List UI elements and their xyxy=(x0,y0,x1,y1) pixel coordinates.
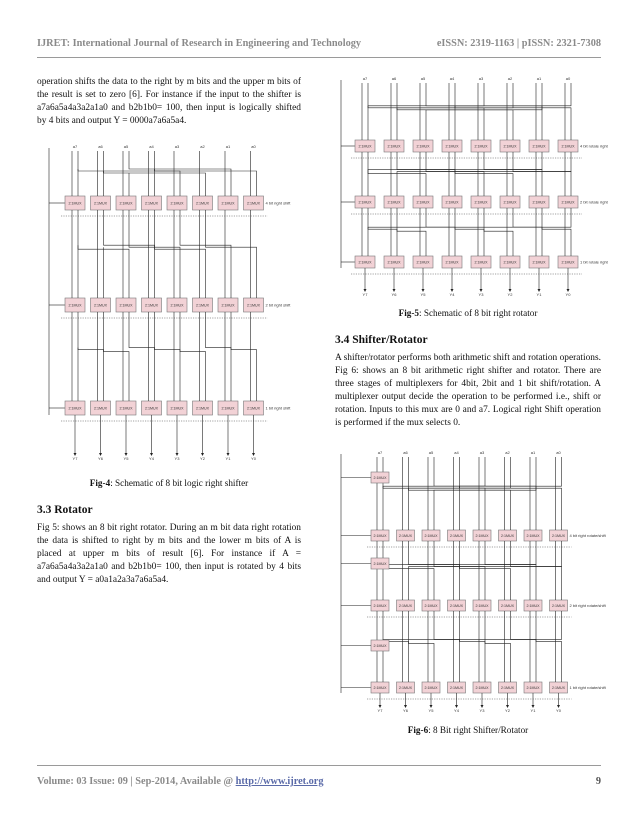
input-label-a5: a5 xyxy=(420,76,426,81)
mux-block xyxy=(422,600,440,611)
output-label-Y4: Y4 xyxy=(449,292,455,297)
mux-label: 2:1MUX xyxy=(445,260,459,265)
mux-block xyxy=(91,196,111,210)
mux-block xyxy=(422,530,440,541)
mux-block xyxy=(355,140,375,152)
mux-block xyxy=(529,256,549,268)
mux-block xyxy=(218,196,238,210)
wire-shift xyxy=(409,611,435,682)
mux-block xyxy=(499,682,517,693)
mux-block xyxy=(500,196,520,208)
output-label-Y5: Y5 xyxy=(428,708,434,713)
mux-label: 2:1MUX xyxy=(503,260,517,265)
input-label-a4: a4 xyxy=(149,144,154,149)
input-label-a0: a0 xyxy=(556,450,561,455)
fig4-caption-text: : Schematic of 8 bit logic right shifter xyxy=(110,478,249,488)
mux-block xyxy=(244,298,264,312)
fig4-caption xyxy=(37,478,301,488)
output-label-Y3: Y3 xyxy=(478,292,484,297)
mux-block xyxy=(448,682,466,693)
input-label-a4: a4 xyxy=(449,76,455,81)
mux-block xyxy=(116,401,136,415)
output-label-Y4: Y4 xyxy=(454,708,459,713)
mux-block xyxy=(193,298,213,312)
header-rule xyxy=(37,57,601,58)
wire-shift xyxy=(513,208,542,256)
mux-block xyxy=(397,530,415,541)
mux-block xyxy=(558,256,578,268)
mux-block xyxy=(448,600,466,611)
mux-label: 2:1MUX xyxy=(501,685,514,690)
mux-label: 2:1MUX xyxy=(94,201,107,206)
mux-label: 2:1MUX xyxy=(552,603,565,608)
output-label-Y0: Y0 xyxy=(565,292,571,297)
mux-block xyxy=(558,196,578,208)
mux-block xyxy=(524,600,542,611)
mux-block xyxy=(218,401,238,415)
mux-label: 2:1MUX xyxy=(358,144,372,149)
output-label-Y0: Y0 xyxy=(556,708,561,713)
mux-label: 2:1MUX xyxy=(170,406,184,411)
mux-block xyxy=(384,196,404,208)
mux-block xyxy=(355,256,375,268)
wire-shift xyxy=(180,312,206,401)
mux-label: 2:1MUX xyxy=(145,303,158,308)
input-label-a3: a3 xyxy=(478,76,484,81)
mux-block xyxy=(384,256,404,268)
mux-block xyxy=(550,682,568,693)
output-label-Y7: Y7 xyxy=(72,456,78,461)
stage-label: 2 bit rotate right xyxy=(580,199,608,205)
mux-block xyxy=(371,682,389,693)
left-paragraph-1: operation shifts the data to the right by m bits and the upper m bits of the result is set to zero [6]. For instance if the input to the shifter is a7a6a5a4a3a2a1a0 and b2b1b0= 100, then input is logically shifted by 4 bits and output Y = 0000a7a6a5a4. xyxy=(37,77,301,126)
mux-block xyxy=(65,401,85,415)
footer-url-link[interactable]: http://www.ijret.org xyxy=(235,776,324,787)
mux-block xyxy=(244,401,264,415)
mux-block xyxy=(442,196,462,208)
mux-label: 2:1MUX xyxy=(532,200,546,205)
mux-block xyxy=(413,256,433,268)
mux-label: 2:1MUX xyxy=(373,603,387,608)
mux-label: 2:1MUX xyxy=(474,260,488,265)
issn: eISSN: 2319-1163 | pISSN: 2321-7308 xyxy=(436,38,601,49)
mux-block xyxy=(550,530,568,541)
mux-label: 2:1MUX xyxy=(373,533,387,538)
mux-label: 2:1MUX xyxy=(475,533,489,538)
output-label-Y1: Y1 xyxy=(530,708,536,713)
wire-shift xyxy=(536,611,562,682)
input-label-a2: a2 xyxy=(505,450,510,455)
mux-label: 2:1MUX xyxy=(196,201,209,206)
wire-shift xyxy=(434,611,460,682)
mux-label: 2:1MUX xyxy=(416,260,430,265)
wire-rotate xyxy=(368,208,571,256)
mux-block xyxy=(473,600,491,611)
output-label-Y0: Y0 xyxy=(251,456,256,461)
mux-label: 2:1MUX xyxy=(145,201,158,206)
section-3-4-heading: 3.4 Shifter/Rotator xyxy=(335,334,428,346)
input-label-a0: a0 xyxy=(565,76,571,81)
mux-label: 2:1MUX xyxy=(247,406,260,411)
mux-label: 2:1MUX xyxy=(450,603,463,608)
output-label-Y3: Y3 xyxy=(174,456,180,461)
mux-block xyxy=(116,196,136,210)
stage-label: 4 bit rotate right xyxy=(580,143,608,149)
mux-block xyxy=(471,140,491,152)
mux-label: 2:1MUX xyxy=(424,685,438,690)
mux-block xyxy=(500,140,520,152)
fig5-schematic xyxy=(335,74,608,300)
mux-label: 2:1MUX xyxy=(552,533,565,538)
wire-shift xyxy=(460,611,486,682)
mux-block xyxy=(471,196,491,208)
mux-label: 2:1MUX xyxy=(221,406,235,411)
mux-label: 2:1MUX xyxy=(221,303,235,308)
mux-label: 2:1MUX xyxy=(247,201,260,206)
input-label-a1: a1 xyxy=(225,144,231,149)
wire-shift xyxy=(78,312,104,401)
output-label-Y5: Y5 xyxy=(420,292,426,297)
mux-block xyxy=(65,298,85,312)
mux-block xyxy=(91,401,111,415)
fig5-caption xyxy=(335,308,601,318)
wire-shift xyxy=(542,208,571,256)
mux-block xyxy=(384,140,404,152)
mux-block xyxy=(218,298,238,312)
wire-shift xyxy=(129,312,155,401)
mux-label: 2:1MUX xyxy=(424,603,438,608)
mux-block xyxy=(142,298,162,312)
wire-shift xyxy=(231,312,257,401)
mux-block xyxy=(422,682,440,693)
mux-block xyxy=(550,600,568,611)
page-footer xyxy=(37,776,601,787)
input-label-a6: a6 xyxy=(403,450,408,455)
mux-label: 2:1MUX xyxy=(399,603,412,608)
mux-label: 2:1MUX xyxy=(247,303,260,308)
mux-block xyxy=(500,256,520,268)
mux-label: 2:1MUX xyxy=(399,533,412,538)
mux-block xyxy=(524,530,542,541)
stage-label: 1 bit right rotate/shift xyxy=(569,684,606,690)
mux-label: 2:1MUX xyxy=(399,685,412,690)
mux-label: 2:1MUX xyxy=(501,603,514,608)
mux-block xyxy=(413,140,433,152)
mux-block xyxy=(529,140,549,152)
right-paragraph-3: A shifter/rotator performs both arithmetic shift and rotation operations. Fig 6: shows an 8 bit arithmetic right shifter and rotator. There are three stages of multiplexers for 4bit, 2bit and 1 bit shift/rotation. A multiplexer output decide the operation to be performed i.e., shift or rotation. Inputs to this mux are 0 and a7. Logical right Shift operation is performed if the mux selects 0. xyxy=(335,353,601,428)
section-3-3-heading: 3.3 Rotator xyxy=(37,504,93,516)
figure-6 xyxy=(335,446,606,716)
mux-label: 2:1MUX xyxy=(424,533,438,538)
journal-title: IJRET: International Journal of Research in Engineering and Technology xyxy=(37,38,362,49)
mux-label: 2:1MUX xyxy=(445,200,459,205)
input-label-a6: a6 xyxy=(98,144,103,149)
mux-label: 2:1MUX xyxy=(526,533,540,538)
mux-label: 2:1MUX xyxy=(387,200,401,205)
figure-4 xyxy=(37,138,301,464)
input-label-a7: a7 xyxy=(72,144,78,149)
fig4-caption-label: Fig-4 xyxy=(89,478,111,488)
mux-block xyxy=(355,196,375,208)
mux-label: 2:1MUX xyxy=(474,200,488,205)
wire-shift xyxy=(484,208,513,256)
output-label-Y2: Y2 xyxy=(505,708,510,713)
fig5-caption-text: : Schematic of 8 bit right rotator xyxy=(419,308,538,318)
output-label-Y7: Y7 xyxy=(377,708,383,713)
mux-block xyxy=(116,298,136,312)
mux-label: 2:1MUX xyxy=(170,303,184,308)
wire-rotate xyxy=(383,611,562,682)
mux-block xyxy=(167,298,187,312)
mux-label: 2:1MUX xyxy=(503,200,517,205)
mux-block xyxy=(413,196,433,208)
input-label-a3: a3 xyxy=(479,450,485,455)
mux-label: 2:1MUX xyxy=(94,303,107,308)
input-label-a1: a1 xyxy=(536,76,542,81)
output-label-Y6: Y6 xyxy=(391,292,397,297)
mux-label: 2:1MUX xyxy=(387,144,401,149)
input-label-a6: a6 xyxy=(391,76,397,81)
mux-block xyxy=(558,140,578,152)
fig6-caption xyxy=(335,725,601,735)
footer-rule xyxy=(37,765,601,766)
output-label-Y6: Y6 xyxy=(403,708,408,713)
wire-shift xyxy=(511,611,537,682)
output-label-Y3: Y3 xyxy=(479,708,485,713)
wire-shift xyxy=(426,208,455,256)
mux-label: 2:1MUX xyxy=(68,303,82,308)
fig6-caption-label: Fig-6 xyxy=(407,725,429,735)
mux-label: 2:1MUX xyxy=(119,406,133,411)
mux-block xyxy=(473,682,491,693)
mux-label: 2:1MUX xyxy=(450,533,463,538)
mux-label: 2:1MUX xyxy=(475,603,489,608)
mux-label: 2:1MUX xyxy=(68,201,82,206)
fig6-caption-text: : 8 Bit right Shifter/Rotator xyxy=(428,725,529,735)
output-label-Y4: Y4 xyxy=(149,456,154,461)
mux-label: 2:1MUX xyxy=(119,303,133,308)
wire-shift xyxy=(485,611,511,682)
output-label-Y2: Y2 xyxy=(200,456,205,461)
fig6-schematic xyxy=(335,446,606,716)
wire-shift xyxy=(455,208,484,256)
figure-5 xyxy=(335,74,608,300)
mux-label: 2:1MUX xyxy=(445,144,459,149)
mux-label: 2:1MUX xyxy=(94,406,107,411)
mux-label: 2:1MUX xyxy=(221,201,235,206)
stage-label: 1 bit right shift xyxy=(265,405,291,411)
mux-block xyxy=(371,530,389,541)
mux-block xyxy=(529,196,549,208)
mux-label: 2:1MUX xyxy=(474,144,488,149)
input-label-a7: a7 xyxy=(377,450,383,455)
stage-label: 4 bit right shift xyxy=(265,200,291,206)
mux-block xyxy=(244,196,264,210)
output-label-Y2: Y2 xyxy=(507,292,513,297)
mux-label: 2:1MUX xyxy=(196,303,209,308)
mux-block xyxy=(442,256,462,268)
mux-label: 2:1MUX xyxy=(358,260,372,265)
input-label-a4: a4 xyxy=(454,450,459,455)
mux-label: 2:1MUX xyxy=(450,685,463,690)
input-label-a2: a2 xyxy=(507,76,513,81)
mux-label: 2:1MUX xyxy=(373,685,387,690)
mux-label: 2:1MUX xyxy=(170,201,184,206)
extra-mux-block xyxy=(371,640,389,651)
mux-block xyxy=(397,682,415,693)
input-label-a0: a0 xyxy=(251,144,256,149)
mux-label: 2:1MUX xyxy=(561,200,575,205)
extra-mux-label: 2:1MUX xyxy=(373,475,387,480)
fig4-schematic xyxy=(37,138,301,464)
wire-shift xyxy=(368,208,397,256)
extra-mux-label: 2:1MUX xyxy=(373,561,387,566)
input-label-a5: a5 xyxy=(428,450,434,455)
mux-block xyxy=(471,256,491,268)
mux-block xyxy=(167,401,187,415)
wire-shift xyxy=(397,208,426,256)
mux-block xyxy=(499,600,517,611)
mux-label: 2:1MUX xyxy=(358,200,372,205)
stage-label: 1 bit rotate right xyxy=(580,259,608,265)
mux-label: 2:1MUX xyxy=(145,406,158,411)
mux-block xyxy=(524,682,542,693)
mux-block xyxy=(167,196,187,210)
left-paragraph-2: Fig 5: shows an 8 bit right rotator. During an m bit data right rotation the data is shifted to right by m bits and the lower m bits of A is placed at upper m bits of result [6]. For instance if A = a7a6a5a4a3a2a1a0 and b2b1b0= 100, then input is rotated by 4 bits and output Y = a0a1a2a3a7a6a5a4. xyxy=(37,523,301,585)
mux-block xyxy=(193,401,213,415)
extra-mux-block xyxy=(371,558,389,569)
stage-label: 2 bit right rotate/shift xyxy=(569,602,606,608)
mux-label: 2:1MUX xyxy=(503,144,517,149)
mux-block xyxy=(193,196,213,210)
mux-label: 2:1MUX xyxy=(561,260,575,265)
mux-label: 2:1MUX xyxy=(475,685,489,690)
input-label-a2: a2 xyxy=(200,144,205,149)
mux-block xyxy=(448,530,466,541)
mux-block xyxy=(371,600,389,611)
page-number: 9 xyxy=(595,776,601,787)
output-label-Y1: Y1 xyxy=(536,292,542,297)
fig5-caption-label: Fig-5 xyxy=(398,308,420,318)
output-label-Y1: Y1 xyxy=(225,456,231,461)
mux-block xyxy=(91,298,111,312)
output-label-Y6: Y6 xyxy=(98,456,103,461)
input-label-a7: a7 xyxy=(362,76,368,81)
mux-label: 2:1MUX xyxy=(387,260,401,265)
mux-block xyxy=(499,530,517,541)
output-label-Y7: Y7 xyxy=(362,292,368,297)
wire-shift xyxy=(104,312,130,401)
mux-label: 2:1MUX xyxy=(526,685,540,690)
mux-block xyxy=(142,401,162,415)
mux-label: 2:1MUX xyxy=(416,200,430,205)
mux-label: 2:1MUX xyxy=(196,406,209,411)
mux-label: 2:1MUX xyxy=(501,533,514,538)
mux-label: 2:1MUX xyxy=(552,685,565,690)
mux-label: 2:1MUX xyxy=(532,260,546,265)
mux-label: 2:1MUX xyxy=(416,144,430,149)
input-label-a5: a5 xyxy=(123,144,129,149)
mux-block xyxy=(65,196,85,210)
stage-label: 2 bit right shift xyxy=(265,302,291,308)
mux-label: 2:1MUX xyxy=(532,144,546,149)
mux-block xyxy=(473,530,491,541)
mux-label: 2:1MUX xyxy=(68,406,82,411)
footer-volume: Volume: 03 Issue: 09 | Sep-2014, Available @ xyxy=(37,776,236,787)
extra-mux-block xyxy=(371,472,389,483)
mux-block xyxy=(142,196,162,210)
mux-block xyxy=(397,600,415,611)
mux-label: 2:1MUX xyxy=(526,603,540,608)
wire-shift xyxy=(206,312,232,401)
mux-label: 2:1MUX xyxy=(561,144,575,149)
mux-label: 2:1MUX xyxy=(119,201,133,206)
extra-mux-label: 2:1MUX xyxy=(373,643,387,648)
wire-shift xyxy=(155,312,181,401)
input-label-a3: a3 xyxy=(174,144,180,149)
output-label-Y5: Y5 xyxy=(123,456,129,461)
input-label-a1: a1 xyxy=(530,450,536,455)
mux-block xyxy=(442,140,462,152)
stage-label: 4 bit right rotate/shift xyxy=(569,532,606,538)
